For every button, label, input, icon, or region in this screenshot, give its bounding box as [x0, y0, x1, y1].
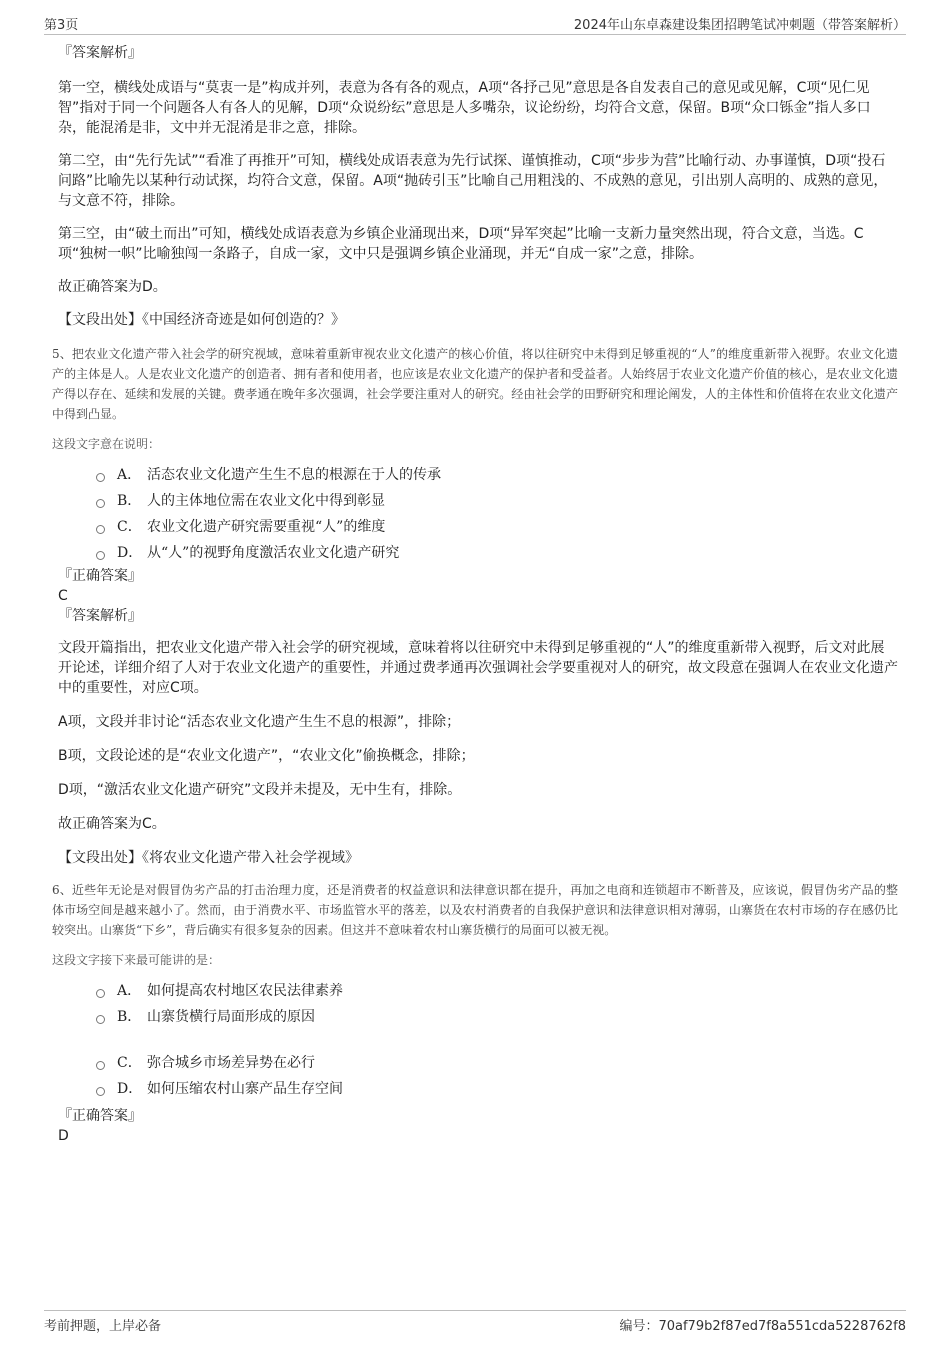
radio-icon[interactable] [96, 551, 105, 560]
q4-analysis-tag: 『答案解析』 [58, 45, 142, 61]
q5-answer: C [58, 588, 68, 604]
q5-stem: 5、把农业文化遗产带入社会学的研究视域，意味着重新审视农业文化遗产的核心价值，将以往研究中未得到足够重视的“人”的维度重新带入视野。农业文化遗产的主体是人。人是农业文化遗产的创造者、拥有者和使用者，也应该是农业文化遗产的保护者和受益者。人始终居于农业文化遗产价值的核心，是农业文化遗产得以存在、延续和发展的关键。费孝通在晚年多次强调，社会学要注重对人的研究。经由社会学的田野研究和理论阐发，人的主体性和价值将在农业文化遗产中得到凸显。 [52, 347, 898, 421]
page-content [52, 42, 898, 1146]
q6-prompt: 这段文字接下来最可能讲的是： [52, 953, 221, 967]
radio-icon[interactable] [96, 1087, 105, 1096]
q5-analysis-paragraph: 文段开篇指出，把农业文化遗产带入社会学的研究视域，意味着将以往研究中未得到足够重视的“人”的维度重新带入视野，后文对此展开论述，详细介绍了人对于农业文化遗产的重要性，并通过费孝通再次强调社会学要重视对人的研究，故文段意在强调人在农业文化遗产中的重要性，对应C项。 [58, 640, 898, 696]
page-header [44, 12, 906, 35]
q4-source: 【文段出处】《中国经济奇迹是如何创造的？》 [58, 312, 345, 328]
footer-slogan: 考前押题，上岸必备 [44, 1319, 162, 1334]
q5-options [58, 462, 898, 566]
q5-option-c[interactable]: C． 农业文化遗产研究需要重视“人”的维度 [96, 514, 898, 540]
radio-icon[interactable] [96, 525, 105, 534]
q6-option-b[interactable]: B． 山寨货横行局面形成的原因 [96, 1004, 898, 1030]
q4-analysis-paragraph: 第三空，由“破土而出”可知，横线处成语表意为乡镇企业涌现出来，D项“异军突起”比喻一支新力量突然出现，符合文意，当选。C项“独树一帜”比喻独闯一条路子，自成一家，文中只是强调乡镇企业涌现，并无“自成一家”之意，排除。 [58, 226, 864, 262]
document-serial: 编号：70af79b2f87ed7f8a551cda5228762f8 [619, 1319, 906, 1334]
radio-icon[interactable] [96, 1015, 105, 1024]
q5-analysis-tag: 『答案解析』 [58, 608, 142, 624]
q5-analysis-option-a: A项，文段并非讨论“活态农业文化遗产生生不息的根源”，排除； [58, 714, 461, 730]
question-5 [52, 344, 898, 454]
q5-source: 【文段出处】《将农业文化遗产带入社会学视域》 [58, 850, 359, 866]
q5-prompt: 这段文字意在说明： [52, 437, 161, 451]
q6-answer: D [58, 1128, 69, 1144]
q5-analysis-option-b: B项，文段论述的是“农业文化遗产”，“农业文化”偷换概念，排除； [58, 748, 475, 764]
document-title: 2024年山东卓森建设集团招聘笔试冲刺题（带答案解析） [573, 18, 906, 33]
q6-option-c[interactable]: C． 弥合城乡市场差异势在必行 [96, 1050, 898, 1076]
radio-icon[interactable] [96, 1061, 105, 1070]
q5-option-b[interactable]: B． 人的主体地位需在农业文化中得到彰显 [96, 488, 898, 514]
q5-option-d[interactable]: D． 从“人”的视野角度激活农业文化遗产研究 [96, 540, 898, 566]
q6-options [58, 978, 898, 1102]
q4-analysis-paragraph: 第一空，横线处成语与“莫衷一是”构成并列，表意为各有各的观点，A项“各抒己见”意思是各自发表自己的意见或见解，C项“见仁见智”指对于同一个问题各人有各人的见解，D项“众说纷纭”意思是人多嘴杂，议论纷纷，均符合文意，保留。B项“众口铄金”指人多口杂，能混淆是非，文中并无混淆是非之意，排除。 [58, 80, 871, 136]
page-footer [44, 1310, 906, 1335]
q6-option-d[interactable]: D． 如何压缩农村山寨产品生存空间 [96, 1076, 898, 1102]
radio-icon[interactable] [96, 989, 105, 998]
q4-conclusion: 故正确答案为D。 [58, 279, 167, 295]
q5-answer-tag: 『正确答案』 [58, 568, 142, 584]
q6-option-a[interactable]: A． 如何提高农村地区农民法律素养 [96, 978, 898, 1004]
q5-conclusion: 故正确答案为C。 [58, 816, 166, 832]
radio-icon[interactable] [96, 473, 105, 482]
radio-icon[interactable] [96, 499, 105, 508]
q4-analysis-paragraph: 第二空，由“先行先试”“看准了再推开”可知，横线处成语表意为先行试探、谨慎推动，C项“步步为营”比喻行动、办事谨慎，D项“投石问路”比喻先以某种行动试探，均符合文意，保留。A项“抛砖引玉”比喻自己用粗浅的、不成熟的意见，引出别人高明的、成熟的意见，与文意不符，排除。 [58, 153, 888, 209]
page-number: 第3页 [44, 18, 79, 33]
q6-stem: 6、近些年无论是对假冒伪劣产品的打击治理力度，还是消费者的权益意识和法律意识都在提升，再加之电商和连锁超市不断普及，应该说，假冒伪劣产品的整体市场空间是越来越小了。然而，由于消费水平、市场监管水平的落差，以及农村消费者的自我保护意识和法律意识相对薄弱，山寨货在农村市场的存在感仍比较突出。山寨货“下乡”，背后确实有很多复杂的因素。但这并不意味着农村山寨货横行的局面可以被无视。 [52, 883, 898, 937]
question-6 [52, 880, 898, 970]
q5-analysis-option-d: D项，“激活农业文化遗产研究”文段并未提及，无中生有，排除。 [58, 782, 462, 798]
option-spacer [96, 1030, 898, 1050]
q6-answer-tag: 『正确答案』 [58, 1108, 142, 1124]
q5-option-a[interactable]: A． 活态农业文化遗产生生不息的根源在于人的传承 [96, 462, 898, 488]
